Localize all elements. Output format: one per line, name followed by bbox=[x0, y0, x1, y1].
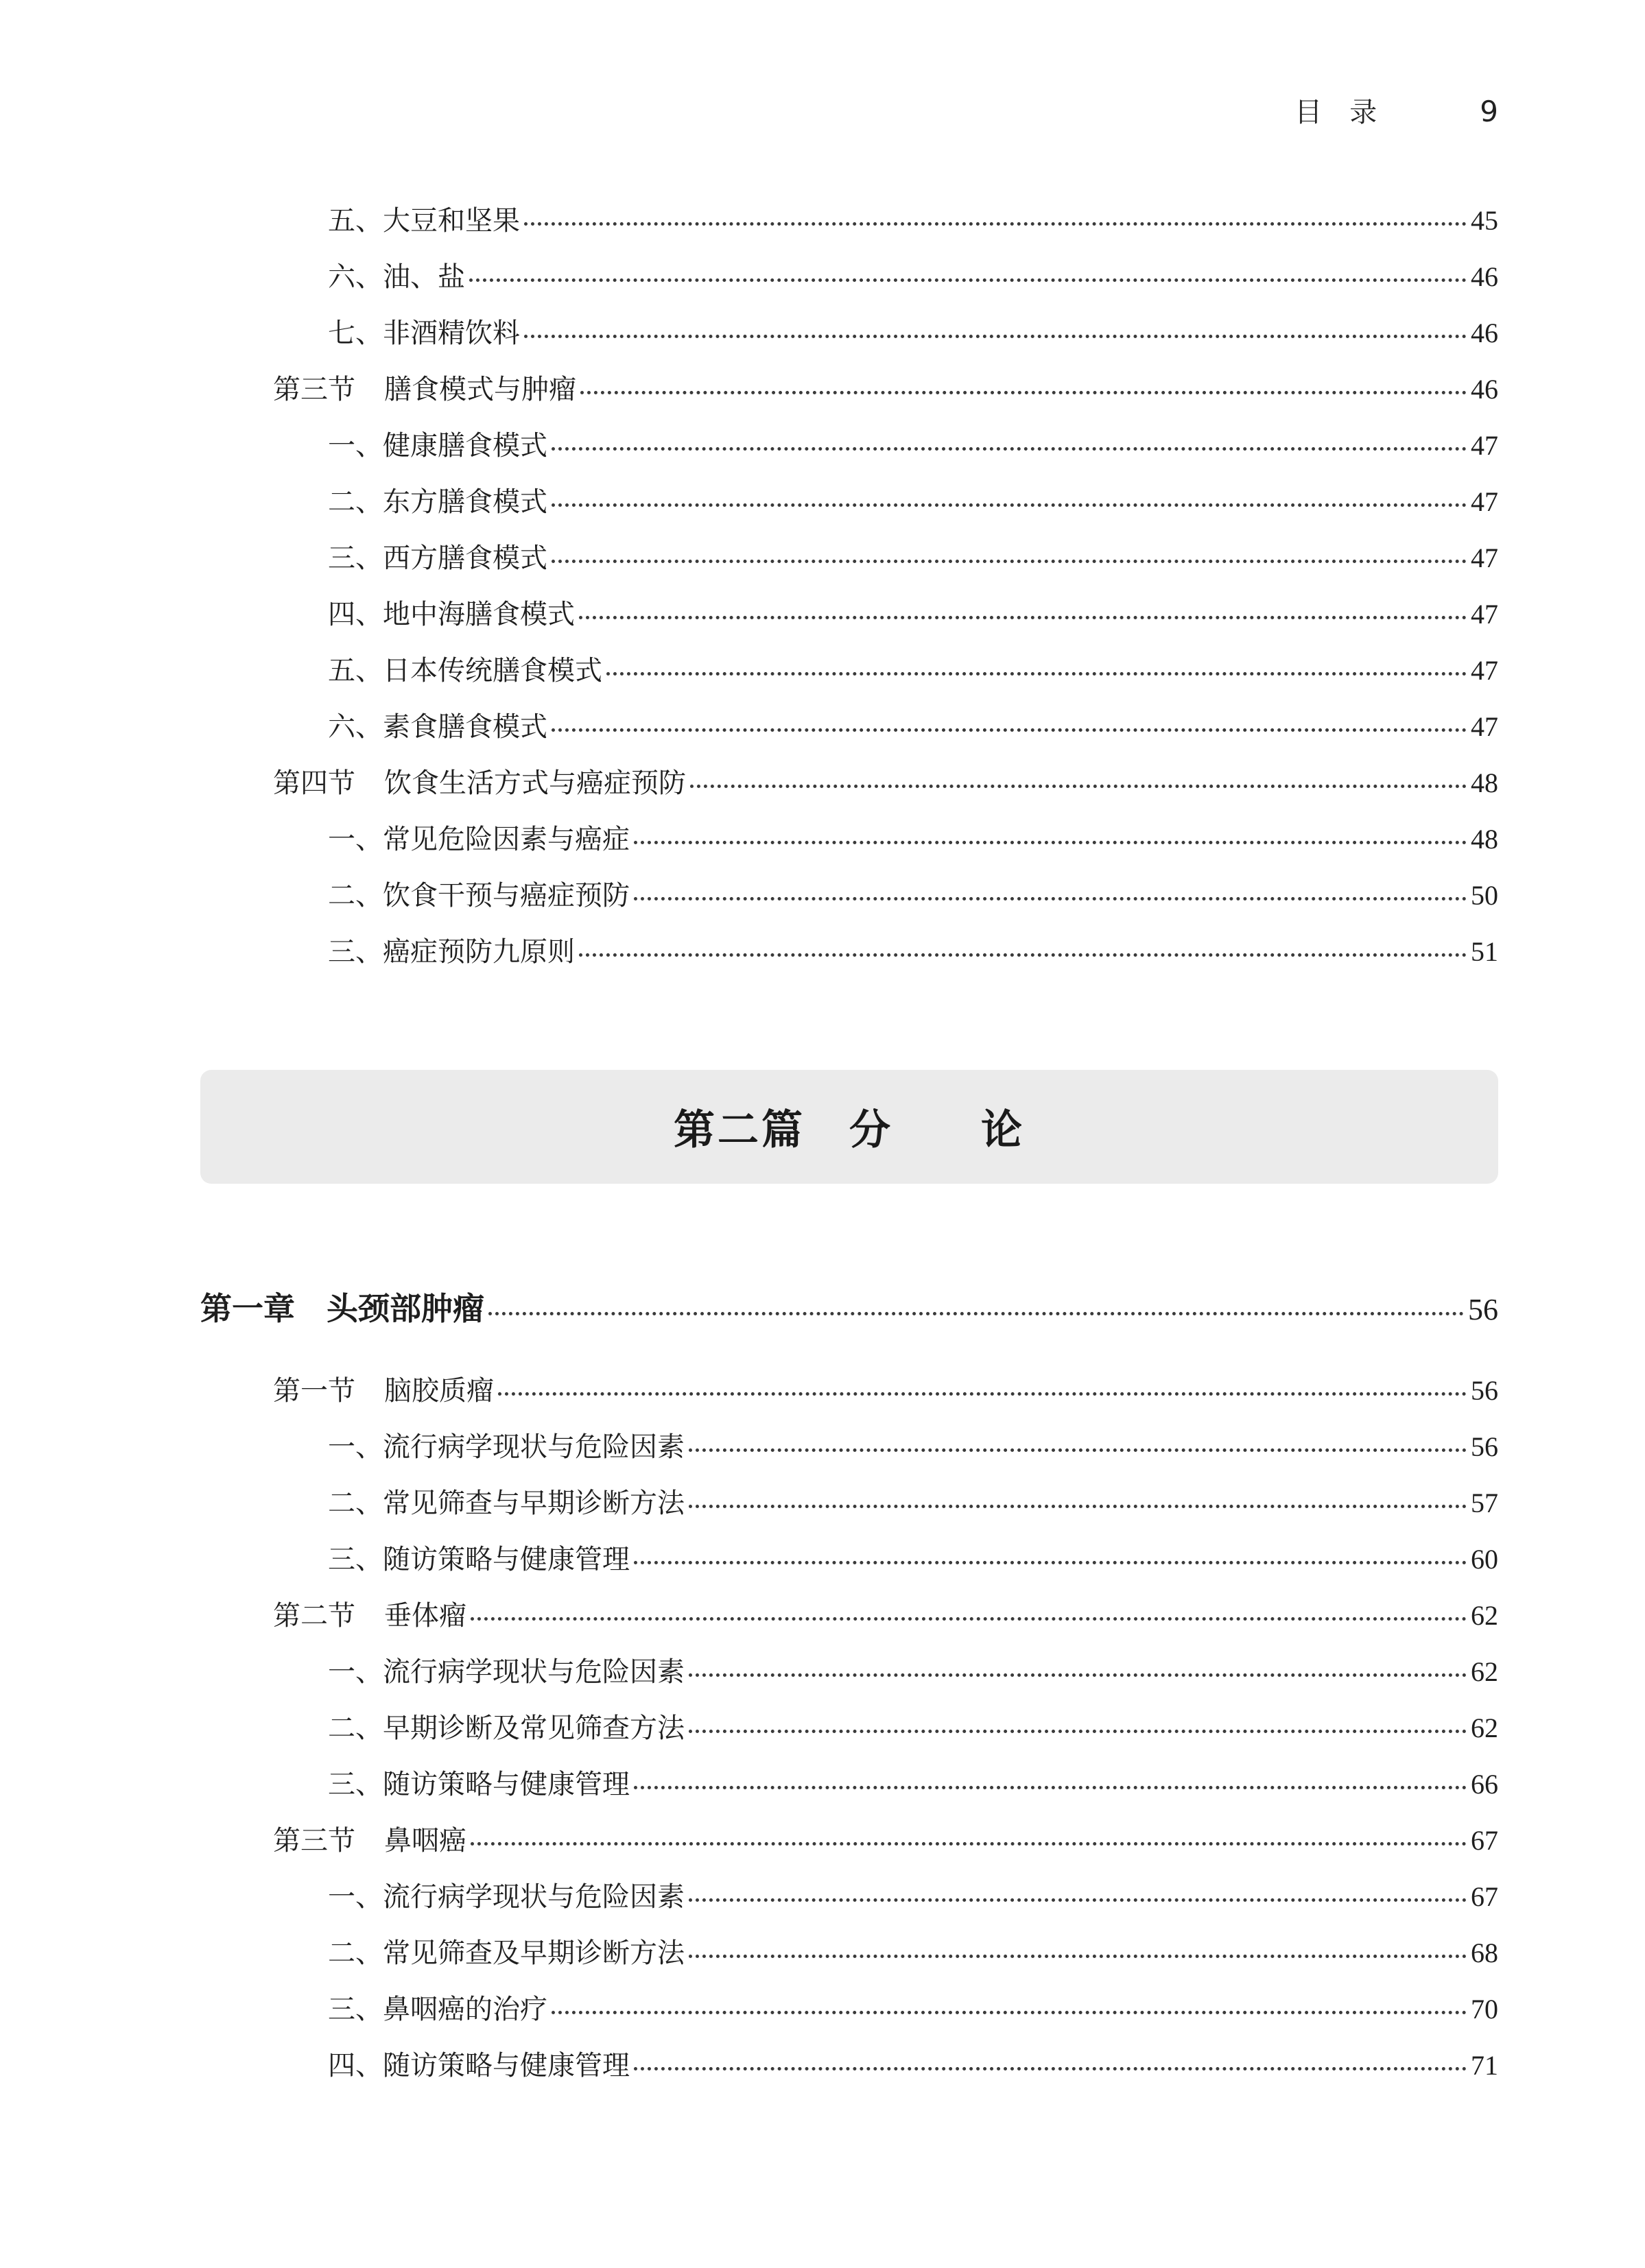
toc-entry-label bbox=[328, 1658, 685, 1686]
toc-entry-label bbox=[328, 542, 547, 574]
toc-item-entry bbox=[328, 2052, 1498, 2079]
part-banner bbox=[200, 1070, 1498, 1184]
dot-leader bbox=[579, 953, 1467, 957]
toc-entry-number: 第一章 bbox=[200, 1290, 295, 1327]
toc-entry-label bbox=[273, 769, 686, 797]
toc-item-entry bbox=[328, 882, 1498, 909]
toc-item-entry bbox=[328, 430, 1498, 462]
toc-item-entry bbox=[328, 826, 1498, 853]
dot-leader bbox=[524, 335, 1467, 338]
running-head-page-number: 9 bbox=[1480, 95, 1498, 128]
toc-entry-label bbox=[200, 1290, 484, 1327]
toc-entry-label bbox=[273, 1602, 466, 1630]
toc-item-entry bbox=[328, 263, 1498, 291]
toc-entry-title: 七、非酒精饮料 bbox=[328, 318, 520, 349]
toc-section-entry bbox=[273, 1602, 1498, 1630]
toc-entry-label bbox=[328, 263, 465, 291]
dot-leader bbox=[469, 278, 1467, 282]
toc-entry-title: 二、常见筛查及早期诊断方法 bbox=[328, 1937, 685, 1969]
toc-entry-title: 脑胶质瘤 bbox=[384, 1375, 494, 1407]
dot-leader bbox=[634, 1786, 1467, 1789]
dot-leader bbox=[488, 1312, 1464, 1315]
toc-entry-label bbox=[273, 1377, 494, 1405]
toc-page-number: 50 bbox=[1471, 880, 1498, 911]
dot-leader bbox=[634, 897, 1467, 900]
running-head bbox=[1294, 91, 1498, 130]
dot-leader bbox=[689, 1505, 1467, 1508]
toc-entry-title: 一、流行病学现状与危险因素 bbox=[328, 1656, 685, 1688]
toc-page-number: 48 bbox=[1471, 824, 1498, 855]
toc-entry-label bbox=[273, 376, 576, 403]
toc-entry-title: 一、健康膳食模式 bbox=[328, 430, 547, 462]
dot-leader bbox=[498, 1392, 1467, 1396]
toc-item-entry bbox=[328, 601, 1498, 628]
toc-entry-title: 一、常见危险因素与癌症 bbox=[328, 824, 630, 855]
toc-page-number: 45 bbox=[1471, 205, 1498, 236]
toc-section-entry bbox=[273, 1377, 1498, 1405]
toc-entry-title: 二、饮食干预与癌症预防 bbox=[328, 880, 630, 911]
toc-entry-number: 第三节 bbox=[273, 374, 355, 405]
toc-section-entry bbox=[273, 376, 1498, 403]
toc-entry-label bbox=[328, 207, 520, 235]
toc-entry-label bbox=[328, 488, 547, 516]
toc-page-number: 47 bbox=[1471, 711, 1498, 742]
dot-leader bbox=[471, 1617, 1467, 1621]
toc-entry-title: 一、流行病学现状与危险因素 bbox=[328, 1431, 685, 1463]
dot-leader bbox=[580, 391, 1467, 394]
toc-entry-label bbox=[328, 826, 630, 853]
toc-item-entry bbox=[328, 1939, 1498, 1967]
toc-page-number: 66 bbox=[1471, 1769, 1498, 1800]
toc-entry-title: 二、东方膳食模式 bbox=[328, 486, 547, 518]
dot-leader bbox=[689, 1898, 1467, 1902]
toc-entry-label bbox=[328, 713, 547, 741]
toc-entry-title: 三、癌症预防九原则 bbox=[328, 936, 575, 968]
toc-entry-label bbox=[328, 1771, 630, 1798]
toc-entry-label bbox=[328, 655, 602, 687]
toc-chapter-entry bbox=[200, 1290, 1498, 1327]
toc-page-number: 47 bbox=[1471, 599, 1498, 630]
toc-entry-title: 二、常见筛查与早期诊断方法 bbox=[328, 1488, 685, 1519]
toc-entry-label bbox=[328, 320, 520, 347]
toc-page-number: 67 bbox=[1471, 1825, 1498, 1856]
toc-page-number: 46 bbox=[1471, 374, 1498, 405]
toc-page-number: 51 bbox=[1471, 936, 1498, 967]
dot-leader bbox=[471, 1842, 1467, 1846]
toc-item-entry bbox=[328, 207, 1498, 235]
toc-item-entry bbox=[328, 1490, 1498, 1517]
dot-leader bbox=[689, 1730, 1467, 1733]
toc-item-entry bbox=[328, 938, 1498, 966]
toc-entry-label bbox=[328, 430, 547, 462]
toc-page-number: 47 bbox=[1471, 655, 1498, 686]
dot-leader bbox=[552, 560, 1467, 563]
toc-page-number: 47 bbox=[1471, 542, 1498, 573]
toc-item-entry bbox=[328, 1658, 1498, 1686]
toc-page-number: 56 bbox=[1468, 1293, 1498, 1326]
toc-entry-title: 三、随访策略与健康管理 bbox=[328, 1769, 630, 1800]
toc-entry-title: 垂体瘤 bbox=[384, 1600, 466, 1632]
toc-entry-label bbox=[328, 882, 630, 909]
toc-entry-number: 第二节 bbox=[273, 1600, 355, 1632]
toc-entry-title: 二、早期诊断及常见筛查方法 bbox=[328, 1712, 685, 1744]
toc-entry-number: 第一节 bbox=[273, 1375, 355, 1407]
dot-leader bbox=[689, 1673, 1467, 1677]
toc-item-entry bbox=[328, 1771, 1498, 1798]
dot-leader bbox=[552, 503, 1467, 507]
part-title: 第二篇 分 论 bbox=[674, 1106, 1025, 1154]
toc-entry-label bbox=[328, 1883, 685, 1911]
toc-entry-label bbox=[328, 1996, 547, 2023]
toc-item-entry bbox=[328, 542, 1498, 574]
toc-page-number: 71 bbox=[1471, 2050, 1498, 2081]
running-head-title: 目录 bbox=[1294, 97, 1405, 128]
toc-page-number: 70 bbox=[1471, 1994, 1498, 2025]
dot-leader bbox=[689, 1448, 1467, 1452]
toc-page-number: 47 bbox=[1471, 430, 1498, 461]
toc-entry-label bbox=[328, 1546, 630, 1573]
toc-item-entry bbox=[328, 1546, 1498, 1573]
toc-page-number: 48 bbox=[1471, 767, 1498, 798]
dot-leader bbox=[552, 447, 1467, 451]
dot-leader bbox=[690, 785, 1467, 788]
toc-entry-title: 四、地中海膳食模式 bbox=[328, 599, 575, 630]
toc-entry-title: 三、西方膳食模式 bbox=[328, 542, 547, 574]
toc-entry-label bbox=[328, 938, 575, 966]
toc-entry-title: 六、油、盐 bbox=[328, 261, 465, 293]
dot-leader bbox=[552, 2011, 1467, 2014]
toc-entry-label bbox=[328, 2052, 630, 2079]
dot-leader bbox=[606, 672, 1467, 676]
dot-leader bbox=[634, 2067, 1467, 2070]
toc-entry-label bbox=[273, 1825, 466, 1857]
toc-item-entry bbox=[328, 1996, 1498, 2023]
toc-page-number: 56 bbox=[1471, 1431, 1498, 1462]
toc-entry-title: 鼻咽癌 bbox=[384, 1825, 466, 1857]
toc-section-entry bbox=[273, 769, 1498, 797]
dot-leader bbox=[634, 841, 1467, 844]
dot-leader bbox=[524, 222, 1467, 226]
dot-leader bbox=[634, 1561, 1467, 1564]
dot-leader bbox=[579, 616, 1467, 619]
toc-entry-title: 一、流行病学现状与危险因素 bbox=[328, 1881, 685, 1913]
toc-entry-number: 第三节 bbox=[273, 1825, 355, 1857]
toc-entry-title: 头颈部肿瘤 bbox=[327, 1290, 484, 1327]
toc-page-number: 68 bbox=[1471, 1937, 1498, 1968]
toc-item-entry bbox=[328, 713, 1498, 741]
toc-entry-title: 五、大豆和坚果 bbox=[328, 205, 520, 237]
dot-leader bbox=[689, 1955, 1467, 1958]
toc-page-number: 56 bbox=[1471, 1375, 1498, 1406]
dot-leader bbox=[552, 728, 1467, 732]
toc-entry-title: 三、鼻咽癌的治疗 bbox=[328, 1994, 547, 2025]
toc-entry-title: 膳食模式与肿瘤 bbox=[384, 374, 576, 405]
toc-entry-number: 第四节 bbox=[273, 767, 355, 799]
toc-page-number: 46 bbox=[1471, 318, 1498, 348]
toc-entry-label bbox=[328, 1433, 685, 1461]
toc-entry-title: 六、素食膳食模式 bbox=[328, 711, 547, 743]
toc-page-number: 57 bbox=[1471, 1488, 1498, 1518]
toc-item-entry bbox=[328, 655, 1498, 687]
toc-page-number: 62 bbox=[1471, 1712, 1498, 1743]
toc-item-entry bbox=[328, 320, 1498, 347]
toc-item-entry bbox=[328, 1433, 1498, 1461]
toc-entry-label bbox=[328, 1712, 685, 1744]
toc-section-entry bbox=[273, 1825, 1498, 1857]
toc-page-number: 47 bbox=[1471, 486, 1498, 517]
toc-entry-title: 五、日本传统膳食模式 bbox=[328, 655, 602, 687]
toc-entry-title: 四、随访策略与健康管理 bbox=[328, 2050, 630, 2081]
toc-page-number: 46 bbox=[1471, 261, 1498, 292]
toc-entry-title: 饮食生活方式与癌症预防 bbox=[384, 767, 686, 799]
toc-entry-label bbox=[328, 601, 575, 628]
toc-entry-label bbox=[328, 1939, 685, 1967]
toc-item-entry bbox=[328, 1883, 1498, 1911]
toc-page-number: 60 bbox=[1471, 1544, 1498, 1575]
toc-entry-label bbox=[328, 1490, 685, 1517]
toc-item-entry bbox=[328, 1712, 1498, 1744]
toc-entry-title: 三、随访策略与健康管理 bbox=[328, 1544, 630, 1575]
toc-item-entry bbox=[328, 488, 1498, 516]
toc-page-number: 62 bbox=[1471, 1656, 1498, 1687]
toc-page-number: 62 bbox=[1471, 1600, 1498, 1631]
toc-page-number: 67 bbox=[1471, 1881, 1498, 1912]
